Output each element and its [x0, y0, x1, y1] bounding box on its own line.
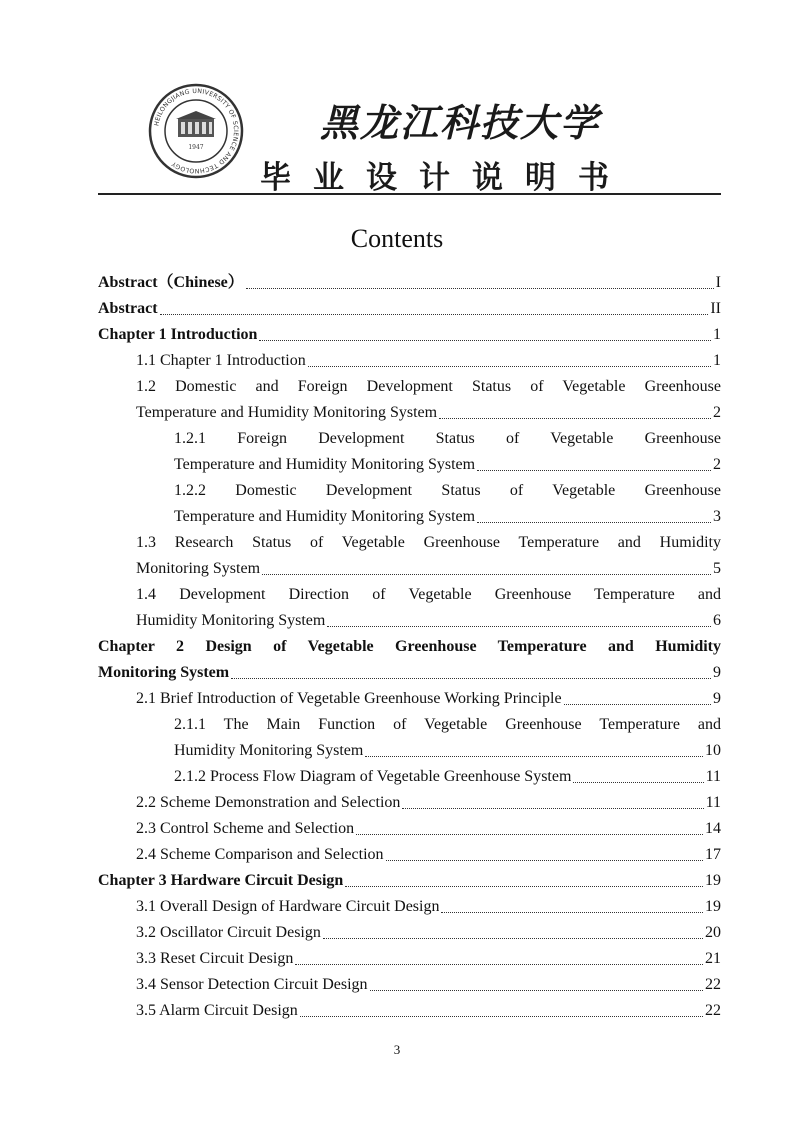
toc-entry[interactable] [98, 920, 721, 946]
toc-entry[interactable] [98, 296, 721, 322]
toc-page-number: 1 [713, 352, 721, 369]
seal-ring-text: HEILONGJIANG UNIVERSITY OF SCIENCE AND TECHNOLOGY [153, 87, 240, 175]
toc-page-number: 1 [713, 326, 721, 343]
toc-entry[interactable] [98, 270, 721, 296]
university-seal-icon [148, 83, 244, 179]
toc-entry-title: Abstract [98, 300, 158, 317]
toc-entry-title: Monitoring System [136, 560, 261, 577]
toc-page-number: 9 [713, 664, 721, 681]
toc-page-number: 9 [713, 690, 721, 707]
university-name: 黑龙江科技大学 [320, 100, 601, 145]
toc-entry-title: 2.2 Scheme Demonstration and Selection [136, 794, 401, 811]
toc-entry[interactable] [98, 790, 721, 816]
toc-page-number: 2 [713, 456, 721, 473]
toc-entry[interactable] [98, 322, 721, 348]
dot-leader [327, 626, 711, 627]
toc-entry-title: 3.2 Oscillator Circuit Design [136, 924, 321, 941]
seal-year: 1947 [188, 144, 204, 151]
dot-leader [308, 366, 711, 367]
toc-entry-title: 2.4 Scheme Comparison and Selection [136, 846, 384, 863]
toc-page-number: 19 [705, 898, 721, 915]
toc-page-number: 19 [705, 872, 721, 889]
toc-entry-title: 2.1.1 The Main Function of Vegetable Greenhouse Temperature and [174, 716, 721, 733]
toc-page-number: 5 [713, 560, 721, 577]
toc-entry-title: Temperature and Humidity Monitoring System [136, 404, 438, 421]
dot-leader [477, 470, 711, 471]
dot-leader [386, 860, 703, 861]
toc-page-number: I [715, 274, 721, 291]
toc-entry-title: 2.1 Brief Introduction of Vegetable Greenhouse Working Principle [136, 690, 562, 707]
toc-entry[interactable] [98, 504, 721, 530]
dot-leader [160, 314, 709, 315]
dot-leader [441, 912, 703, 913]
toc-page-number: 3 [713, 508, 721, 525]
toc-entry[interactable] [98, 348, 721, 374]
dot-leader [439, 418, 711, 419]
toc-entry-title: Temperature and Humidity Monitoring System [174, 508, 476, 525]
toc-page-number: 10 [705, 742, 721, 759]
dot-leader [356, 834, 703, 835]
toc-entry[interactable] [98, 842, 721, 868]
toc-entry[interactable] [98, 400, 721, 426]
toc-page-number: 22 [705, 976, 721, 993]
toc-entry[interactable] [98, 868, 721, 894]
toc-entry-title: 1.3 Research Status of Vegetable Greenhouse Temperature and Humidity [136, 534, 721, 551]
dot-leader [259, 340, 711, 341]
dot-leader [262, 574, 711, 575]
toc-entry-title: 3.5 Alarm Circuit Design [136, 1002, 298, 1019]
toc-entry-title: 1.4 Development Direction of Vegetable Greenhouse Temperature and [136, 586, 721, 603]
dot-leader [370, 990, 703, 991]
toc-entry-title: Chapter 3 Hardware Circuit Design [98, 872, 344, 889]
toc-entry-line [98, 374, 721, 400]
toc-page-number: 14 [705, 820, 721, 837]
toc-entry-line [98, 582, 721, 608]
toc-entry[interactable] [98, 452, 721, 478]
toc-entry[interactable] [98, 946, 721, 972]
dot-leader [300, 1016, 703, 1017]
toc-entry-title: 2.1.2 Process Flow Diagram of Vegetable Greenhouse System [174, 768, 572, 785]
toc-page-number: 17 [705, 846, 721, 863]
toc-entry-line [98, 426, 721, 452]
dot-leader [477, 522, 711, 523]
toc-entry[interactable] [98, 972, 721, 998]
toc-page-number: II [710, 300, 721, 317]
toc-page-number: 6 [713, 612, 721, 629]
dot-leader [231, 678, 711, 679]
toc-entry[interactable] [98, 556, 721, 582]
toc-entry-title: Humidity Monitoring System [174, 742, 364, 759]
toc-entry-title: 1.1 Chapter 1 Introduction [136, 352, 306, 369]
header-rule [98, 193, 721, 195]
toc-entry[interactable] [98, 894, 721, 920]
toc-entry-title: 1.2 Domestic and Foreign Development Status of Vegetable Greenhouse [136, 378, 721, 395]
dot-leader [323, 938, 703, 939]
toc-entry-title: 2.3 Control Scheme and Selection [136, 820, 355, 837]
dot-leader [573, 782, 703, 783]
toc-entry-title: Monitoring System [98, 664, 230, 681]
toc-entry-title: 1.2.1 Foreign Development Status of Vegetable Greenhouse [174, 430, 721, 447]
dot-leader [564, 704, 711, 705]
toc-entry-title: 3.4 Sensor Detection Circuit Design [136, 976, 368, 993]
toc-entry[interactable] [98, 998, 721, 1024]
toc-page-number: 22 [705, 1002, 721, 1019]
toc-entry-title: Abstract（Chinese） [98, 274, 244, 291]
contents-title: Contents [350, 224, 444, 253]
toc-entry-title: 3.1 Overall Design of Hardware Circuit Design [136, 898, 440, 915]
toc-entry-line [98, 712, 721, 738]
toc-page-number: 2 [713, 404, 721, 421]
toc-entry[interactable] [98, 738, 721, 764]
document-title: 毕业设计说明书 [260, 160, 631, 196]
toc-entry-line [98, 478, 721, 504]
toc-entry-line [98, 530, 721, 556]
table-of-contents [98, 270, 721, 1024]
toc-page-number: 21 [705, 950, 721, 967]
toc-entry-line [98, 634, 721, 660]
toc-entry[interactable] [98, 816, 721, 842]
toc-entry-title: Chapter 1 Introduction [98, 326, 258, 343]
page-number: 3 [393, 1042, 401, 1057]
toc-entry[interactable] [98, 764, 721, 790]
toc-entry-title: Temperature and Humidity Monitoring System [174, 456, 476, 473]
toc-entry[interactable] [98, 660, 721, 686]
toc-entry-title: 1.2.2 Domestic Development Status of Vegetable Greenhouse [174, 482, 721, 499]
dot-leader [402, 808, 703, 809]
toc-page-number: 11 [705, 768, 721, 785]
toc-page-number: 20 [705, 924, 721, 941]
dot-leader [295, 964, 703, 965]
toc-entry-title: Humidity Monitoring System [136, 612, 326, 629]
dot-leader [345, 886, 703, 887]
document-header [98, 80, 721, 196]
toc-entry-title: 3.3 Reset Circuit Design [136, 950, 294, 967]
toc-page-number: 11 [705, 794, 721, 811]
toc-entry-title: Chapter 2 Design of Vegetable Greenhouse Temperature and Humidity [98, 638, 721, 655]
toc-entry[interactable] [98, 608, 721, 634]
dot-leader [246, 288, 714, 289]
toc-entry[interactable] [98, 686, 721, 712]
dot-leader [365, 756, 703, 757]
